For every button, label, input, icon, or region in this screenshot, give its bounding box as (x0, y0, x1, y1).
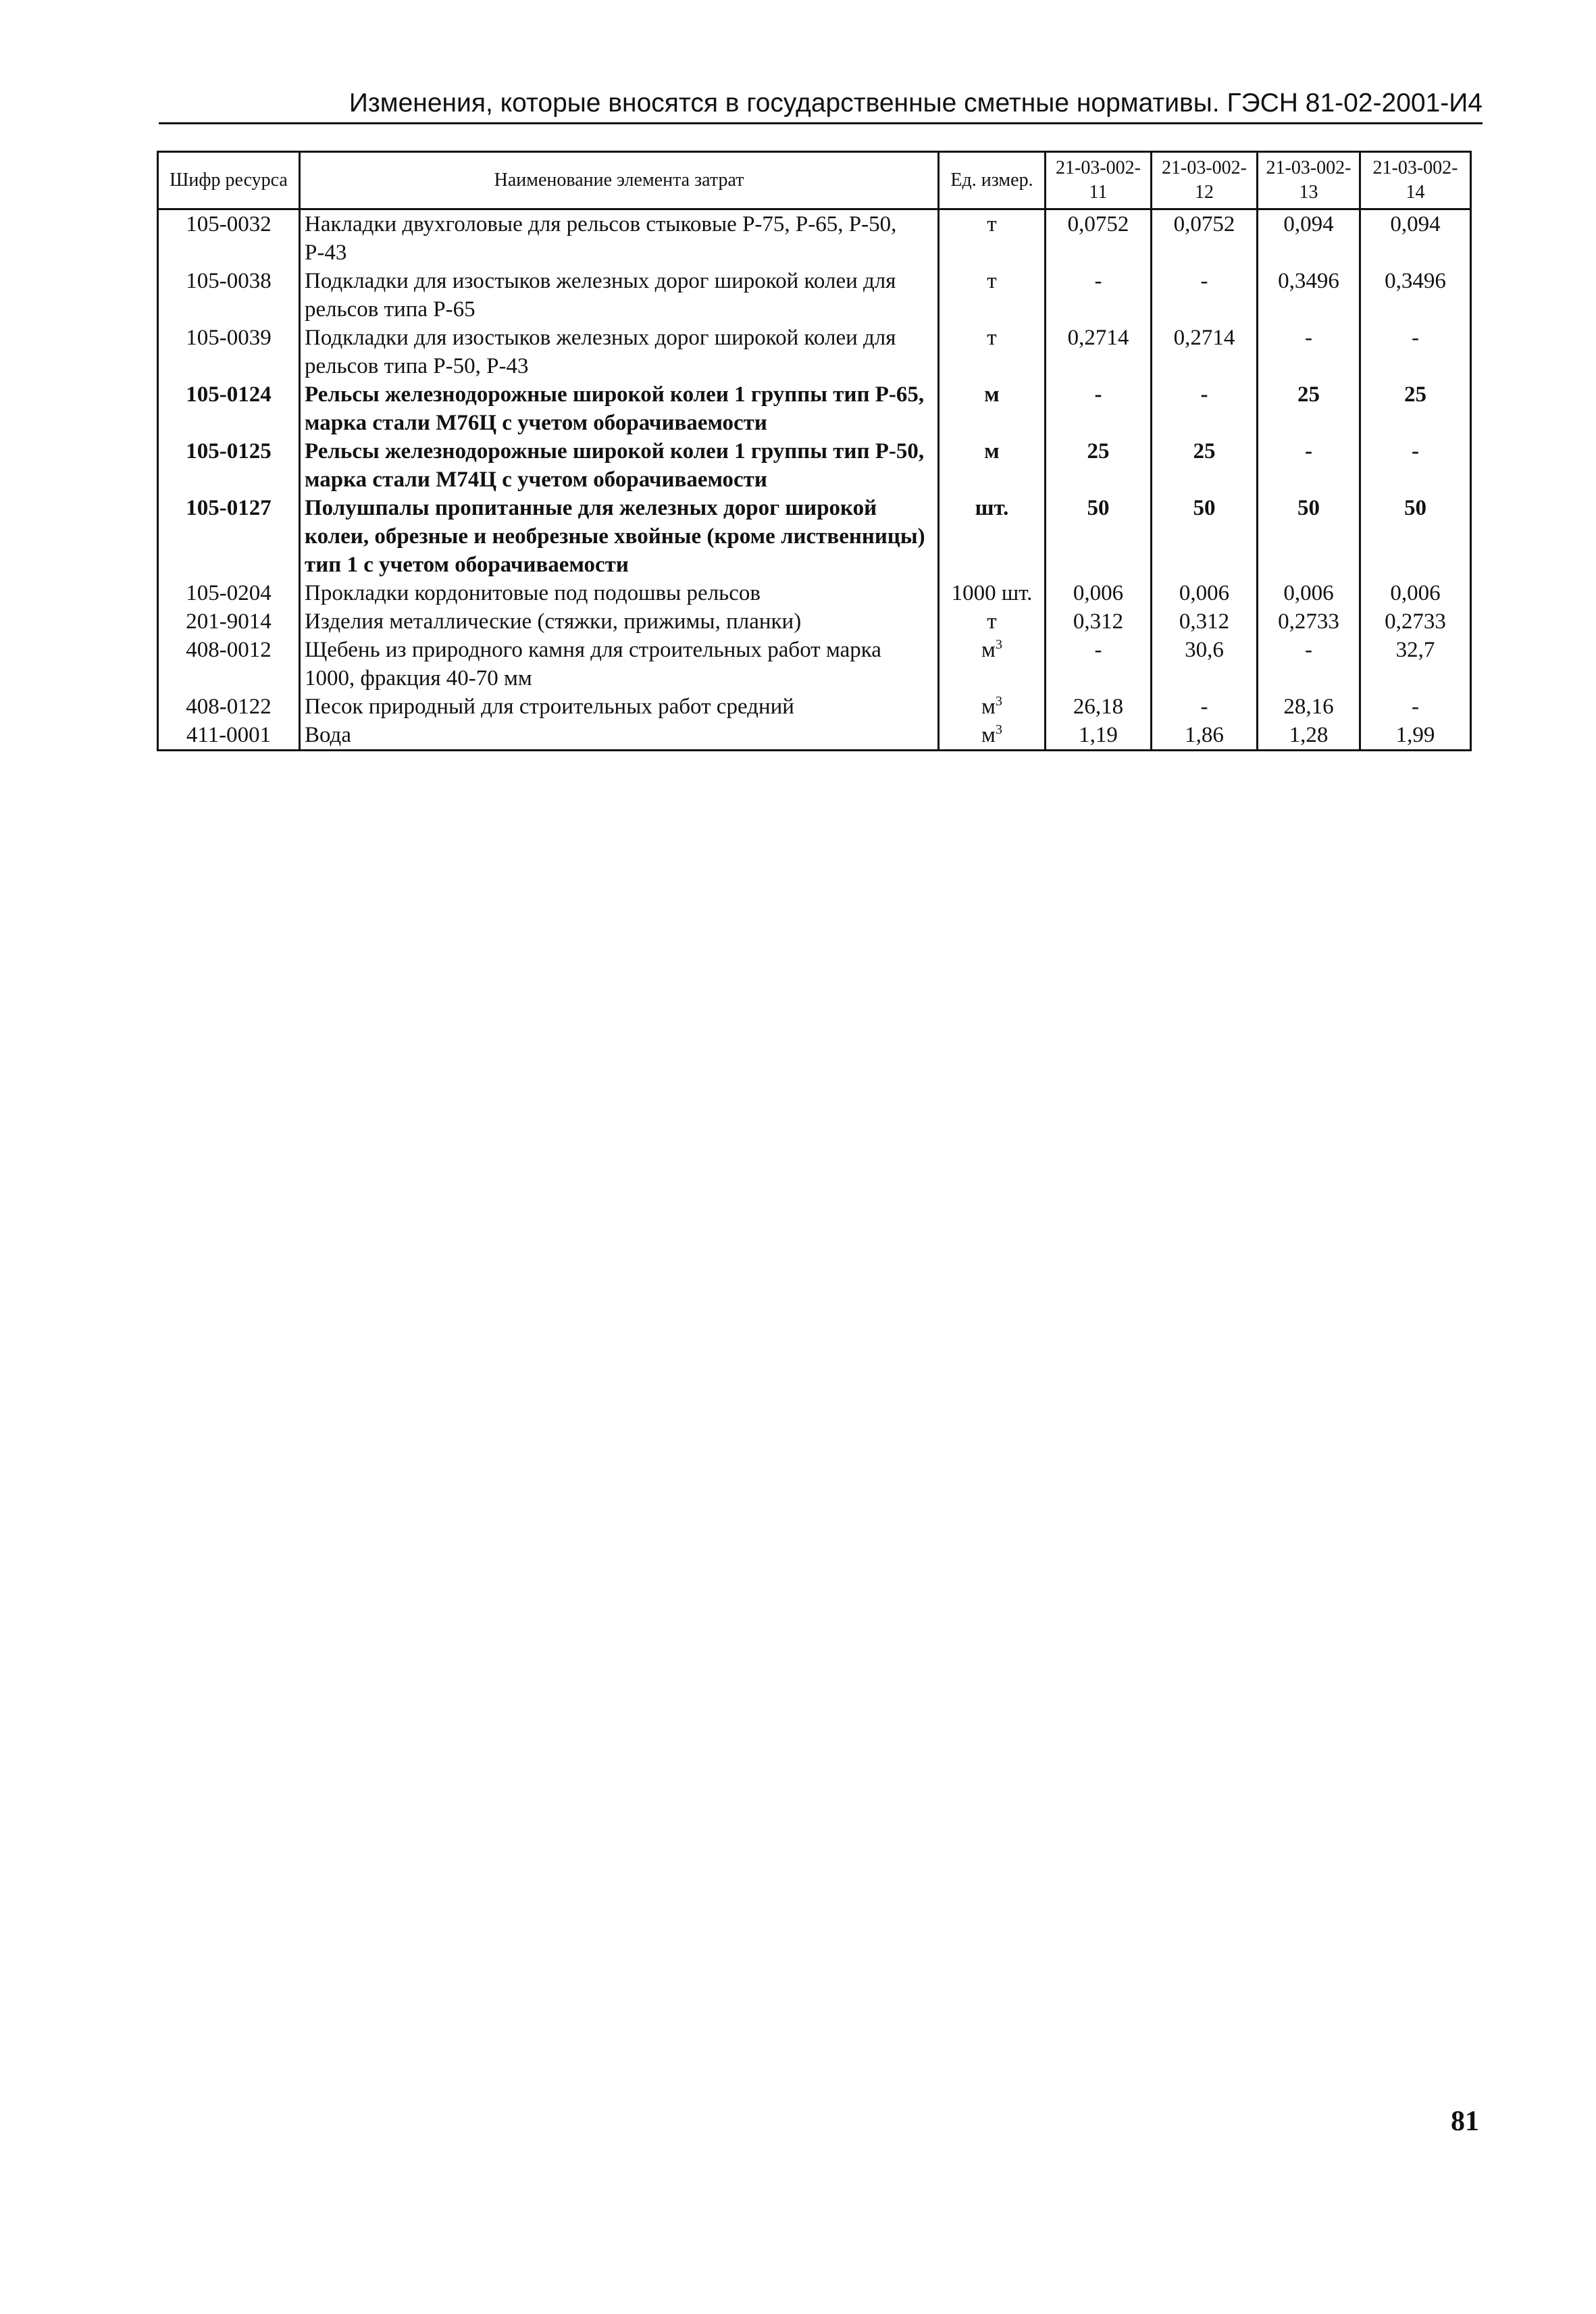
value-norm-1: 26,18 (1046, 693, 1152, 721)
value-norm-4: 50 (1360, 494, 1471, 579)
table-row (158, 324, 1471, 380)
unit-text: м (981, 723, 996, 747)
resource-name: Песок природный для строительных работ средний (300, 693, 939, 721)
value-norm-4: 0,006 (1360, 579, 1471, 607)
unit-text: т (987, 609, 997, 634)
value-norm-4: - (1360, 324, 1471, 380)
unit-text: м (981, 638, 996, 662)
value-norm-1: - (1046, 636, 1152, 693)
table-row (158, 267, 1471, 324)
value-norm-1: - (1046, 267, 1152, 324)
resource-name: Рельсы железнодорожные широкой колеи 1 группы тип Р-50, марка стали М74Ц с учетом оборачиваемости (300, 437, 939, 494)
value-norm-2: - (1152, 380, 1258, 437)
resource-code: 105-0032 (158, 209, 300, 268)
value-norm-2: - (1152, 267, 1258, 324)
table-row (158, 494, 1471, 579)
value-norm-3: 28,16 (1258, 693, 1360, 721)
value-norm-1: 0,006 (1046, 579, 1152, 607)
column-header-unit: Ед. измер. (939, 152, 1046, 209)
value-norm-3: 0,2733 (1258, 607, 1360, 636)
resource-unit (939, 721, 1046, 751)
value-norm-3: 25 (1258, 380, 1360, 437)
resource-name: Изделия металлические (стяжки, прижимы, планки) (300, 607, 939, 636)
resource-unit (939, 437, 1046, 494)
resource-unit (939, 636, 1046, 693)
page-number: 81 (1451, 2106, 1479, 2137)
column-header-name: Наименование элемента затрат (300, 152, 939, 209)
table-header-row (158, 152, 1471, 209)
resource-name: Подкладки для изостыков железных дорог широкой колеи для рельсов типа Р-65 (300, 267, 939, 324)
unit-text: т (987, 326, 997, 350)
value-norm-2: 50 (1152, 494, 1258, 579)
value-norm-4: 1,99 (1360, 721, 1471, 751)
value-norm-4: 25 (1360, 380, 1471, 437)
value-norm-3: 50 (1258, 494, 1360, 579)
table-row (158, 209, 1471, 268)
value-norm-2: 0,2714 (1152, 324, 1258, 380)
header-divider (159, 122, 1483, 124)
column-header-norm-3: 21-03-002-13 (1258, 152, 1360, 209)
value-norm-1: 50 (1046, 494, 1152, 579)
resource-unit (939, 324, 1046, 380)
table-row (158, 607, 1471, 636)
value-norm-4: 32,7 (1360, 636, 1471, 693)
value-norm-3: - (1258, 324, 1360, 380)
column-header-norm-2: 21-03-002-12 (1152, 152, 1258, 209)
resource-name: Прокладки кордонитовые под подошвы рельсов (300, 579, 939, 607)
value-norm-4: - (1360, 437, 1471, 494)
unit-text: м (984, 382, 1000, 407)
resource-unit (939, 209, 1046, 268)
column-header-norm-1: 21-03-002-11 (1046, 152, 1152, 209)
value-norm-2: 1,86 (1152, 721, 1258, 751)
resource-code: 411-0001 (158, 721, 300, 751)
value-norm-1: 1,19 (1046, 721, 1152, 751)
resource-unit (939, 607, 1046, 636)
value-norm-3: 0,3496 (1258, 267, 1360, 324)
resource-code: 105-0039 (158, 324, 300, 380)
resource-code: 408-0012 (158, 636, 300, 693)
resource-name: Рельсы железнодорожные широкой колеи 1 группы тип Р-65, марка стали М76Ц с учетом оборачиваемости (300, 380, 939, 437)
unit-text: шт. (975, 496, 1009, 520)
unit-text: т (987, 212, 997, 236)
value-norm-4: 0,3496 (1360, 267, 1471, 324)
value-norm-4: 0,2733 (1360, 607, 1471, 636)
resource-code: 105-0204 (158, 579, 300, 607)
value-norm-3: - (1258, 437, 1360, 494)
table-row (158, 636, 1471, 693)
resource-name: Подкладки для изостыков железных дорог широкой колеи для рельсов типа Р-50, Р-43 (300, 324, 939, 380)
value-norm-4: - (1360, 693, 1471, 721)
value-norm-1: 0,0752 (1046, 209, 1152, 268)
value-norm-2: 30,6 (1152, 636, 1258, 693)
value-norm-4: 0,094 (1360, 209, 1471, 268)
value-norm-2: 0,006 (1152, 579, 1258, 607)
column-header-code: Шифр ресурса (158, 152, 300, 209)
value-norm-1: 25 (1046, 437, 1152, 494)
unit-superscript: 3 (995, 694, 1002, 709)
value-norm-2: 0,312 (1152, 607, 1258, 636)
resource-code: 105-0124 (158, 380, 300, 437)
value-norm-2: 0,0752 (1152, 209, 1258, 268)
resource-unit (939, 494, 1046, 579)
resource-unit (939, 579, 1046, 607)
unit-text: м (984, 439, 1000, 463)
resource-name: Полушпалы пропитанные для железных дорог широкой колеи, обрезные и необрезные хвойные (кроме лиственницы) тип 1 с учетом оборачиваемости (300, 494, 939, 579)
value-norm-1: 0,2714 (1046, 324, 1152, 380)
resource-name: Вода (300, 721, 939, 751)
value-norm-1: - (1046, 380, 1152, 437)
resource-name: Щебень из природного камня для строительных работ марка 1000, фракция 40-70 мм (300, 636, 939, 693)
resource-unit (939, 267, 1046, 324)
table-row (158, 380, 1471, 437)
resource-name: Накладки двухголовые для рельсов стыковые Р-75, Р-65, Р-50, Р-43 (300, 209, 939, 268)
resource-code: 408-0122 (158, 693, 300, 721)
unit-superscript: 3 (995, 637, 1002, 652)
value-norm-3: 0,006 (1258, 579, 1360, 607)
table-row (158, 693, 1471, 721)
value-norm-2: - (1152, 693, 1258, 721)
value-norm-3: 1,28 (1258, 721, 1360, 751)
resource-code: 105-0127 (158, 494, 300, 579)
resource-unit (939, 380, 1046, 437)
column-header-norm-4: 21-03-002-14 (1360, 152, 1471, 209)
resource-code: 201-9014 (158, 607, 300, 636)
value-norm-2: 25 (1152, 437, 1258, 494)
table-row (158, 721, 1471, 751)
table-row (158, 437, 1471, 494)
value-norm-3: 0,094 (1258, 209, 1360, 268)
table-row (158, 579, 1471, 607)
page-header-title: Изменения, которые вносятся в государственные сметные нормативы. ГЭСН 81-02-2001-И4 (349, 89, 1483, 118)
unit-superscript: 3 (995, 722, 1002, 737)
resource-code: 105-0125 (158, 437, 300, 494)
unit-text: т (987, 269, 997, 293)
resource-table (157, 151, 1472, 751)
value-norm-3: - (1258, 636, 1360, 693)
resource-unit (939, 693, 1046, 721)
resource-code: 105-0038 (158, 267, 300, 324)
unit-text: 1000 шт. (951, 581, 1033, 605)
unit-text: м (981, 695, 996, 719)
value-norm-1: 0,312 (1046, 607, 1152, 636)
